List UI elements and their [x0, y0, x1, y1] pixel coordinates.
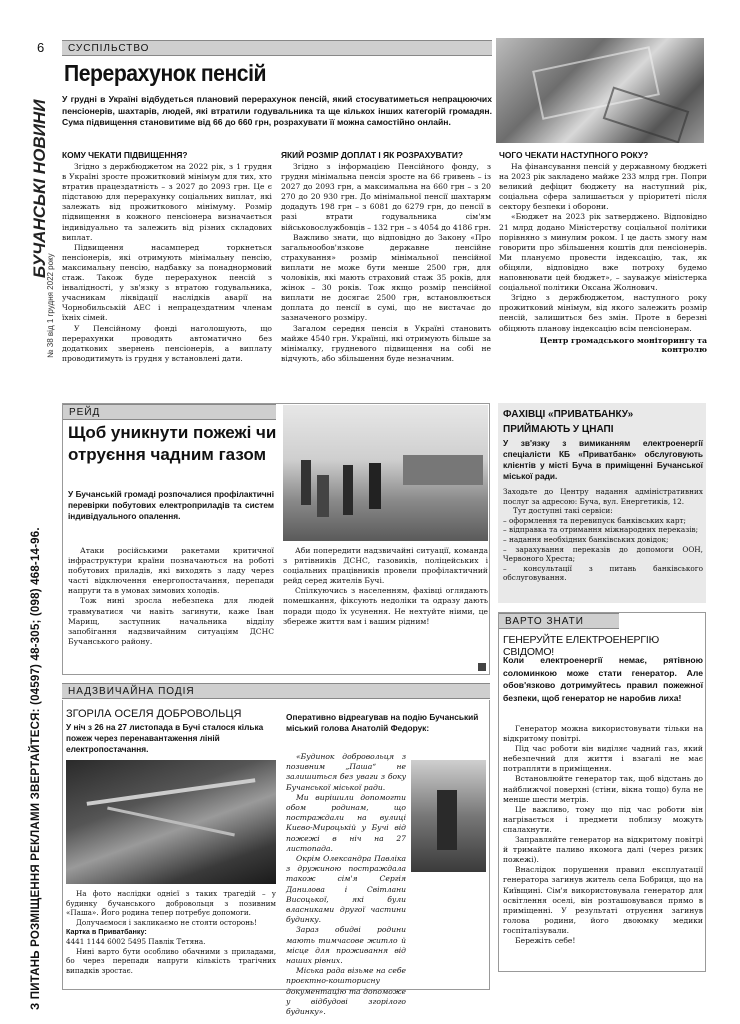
pension-col-3: [499, 150, 707, 354]
paragraph: Спілкуючись з населенням, фахівці оглядають помешкання, фіксують недоліки та одразу дають поради щодо їх усунення. Не нехтуйте ніими, це збереже життя вам і вашим рідним!: [283, 586, 488, 626]
section-label-emergency: НАДЗВИЧАЙНА ПОДІЯ: [62, 683, 490, 699]
bank-intro: Тут доступні такі сервіси:: [513, 506, 613, 516]
emergency-body: [66, 889, 276, 975]
paragraph: У Пенсійному фонді наголошують, що перерахунки проводять автоматично без додаткових звернень пенсіонерів, а виплату проводитимуть із грудня у встановлені дати.: [62, 323, 272, 363]
bank-services-list: [503, 516, 703, 583]
burned-house-photo: [66, 760, 276, 884]
source-credit: Центр громадського моніторингу та контролю: [539, 335, 707, 354]
paragraph: «Бюджет на 2023 рік затверджено. Відповідно 21 млрд додано Міністерству соціальної політики порівняно з минулим роком. І це дасть змогу нам говорити про збільшення коштів для пенсіонерів. Ми плануємо провести індексацію, так, як обіцяли, відповідно вже потроху будемо наповнювати цей бюджет», – зауважує міністерка соціальної політики Оксана Жолнович.: [499, 212, 707, 293]
emergency-lead: У ніч з 26 на 27 листопада в Бучі сталося кілька пожеж через перенавантаження ліній електропостачання.: [66, 722, 264, 754]
col-text: [62, 162, 272, 364]
section-label-worth: ВАРТО ЗНАТИ: [499, 613, 619, 629]
paragraph: Долучаємося і закликаємо не стояти осторонь!: [76, 917, 257, 927]
end-mark-icon: [478, 663, 486, 671]
section-label-raid: РЕЙД: [63, 404, 276, 420]
paragraph: Аби попередити надзвичайні ситуації, команда з рятівників ДСНС, газовиків, поліцейських і соціальних працівників провели профілактичний рейд серед жителів Бучі.: [283, 546, 488, 586]
paragraph: Заправляйте генератор на відкритому повітрі й тримайте паливо якомога далі (через ризик пожежі).: [503, 835, 703, 865]
paragraph: Окрім Олександра Павліка з дружиною постраждала також сім'я Сергія Данилова і Світлани Висоцької, які були власниками другої частини будинку.: [286, 854, 406, 925]
paragraph: Під час роботи він виділяє чадний газ, який небезпечний для життя і взагалі не має потрапляти в приміщення.: [503, 744, 703, 774]
issue-date: № 38 від 1 грудня 2022 року: [46, 253, 55, 358]
emergency-text: [66, 889, 276, 927]
paragraph: «Будинок добровольця з позивним „Паша“ не залишиться без уваги з боку Бучанської міської ради.: [286, 752, 406, 792]
worth-text: [503, 724, 703, 946]
paragraph: Внаслідок порушення правил експлуатації генератора загинув житель села Бобриця, що на Київщині. Сім'я використовувала генератор для освітлення оселі, він розташовувався прямо в приміщенні. У результаті отруєння загинув голова родини, його двоюмку медики госпіталізували.: [503, 865, 703, 935]
paragraph: Атаки російськими ракетами критичної інфраструктури країни позначаються на роботі побутових приладів, які виходять з ладу через часті відключення енергопостачання, перепади напруги та в умовах зимових холодів.: [68, 546, 274, 596]
paragraph: Згідно з держбюджетом на 2022 рік, з 1 грудня в Україні зросте прожитковий мінімум для тих, хто втратив працездатність – з 2027 до 2093 грн. Це є підставою для перерахунку соціальних виплат, які залежать від прожиткового мінімуму. Розмір підвищення в кожного пенсіонера визначається індивідуально та залежить від різних складових виплат.: [62, 162, 272, 242]
paragraph: Бережіть себе!: [515, 935, 576, 945]
pension-col-2: [281, 150, 491, 364]
paragraph: Тож нині зросла небезпека для людей травмуватися чи навіть загинути, каже Іван Марищ, заступник начальника відділу запобігання надзвичайним ситуаціям ДСНС Бучанського району.: [68, 596, 274, 646]
col-heading: ЯКИЙ РОЗМІР ДОПЛАТ І ЯК РОЗРАХУВАТИ?: [281, 150, 463, 160]
article-lead: У грудні в Україні відбудеться плановий перерахунок пенсій, який стосуватиметься непрацюючих пенсіонерів, шахтарів, людей, які втратили годувальника та ще кількох інших категорій громадян. Сума підвищення становитиме від 66 до 660 грн, розрахувати її можна самостійно онлайн.: [62, 94, 492, 127]
col-heading: ЧОГО ЧЕКАТИ НАСТУПНОГО РОКУ?: [499, 150, 649, 160]
bank-address: Заходьте до Центру надання адміністративних послуг за адресою: Буча, вул. Енергетиків, 12.: [503, 487, 703, 506]
raid-photo: [283, 405, 488, 541]
paragraph: На фінансування пенсій у державному бюджеті на 2023 рік закладено майже 233 млрд грн. Попри великий дефіцит бюджету на наступний рік, соціальна сфера залишається у пріоритеті після сектору безпеки і оборони.: [499, 162, 707, 212]
paper-name: БУЧАНСЬКІ НОВИНИ: [30, 99, 49, 278]
side-strip: [26, 58, 54, 358]
paragraph: Важливо знати, що відповідно до Закону «Про загальнообов'язкове державне пенсійне страхування» розмір мінімальної пенсійної виплати не може бути менше 2500 грн, для чоловіків, які мають страховий стаж 35 років, для жінок – 30 років. Тож якщо розмір пенсійної виплати не досягає 2500 грн, встановлюється доплата до пенсії в сумі, що не вистачає до зазначеного розміру.: [281, 232, 491, 323]
paragraph: На фото наслідки однієї з таких трагедій – у будинку бучанського добровольця з позивним «Паша». Його родина тепер потребує допомоги.: [66, 889, 276, 918]
raid-col-1: [68, 546, 274, 647]
col-text: [499, 162, 707, 334]
paragraph: Зараз обидві родини мають тимчасове житло й місце для проживання від наших рівних.: [286, 925, 406, 966]
raid-col-2: [283, 546, 488, 627]
paragraph: Ми вирішили допомогти обом родинам, що постраждали на вулиці Києво-Мироцькій у Бучі від пожежі в ніч на 27 листопада.: [286, 792, 406, 853]
paragraph: Згідно з інформацією Пенсійного фонду, з грудня мінімальна пенсія зросте на 66 гривень – із 2027 до 2093 грн, а максимальна на 660 грн – з 20 270 до 20 930 грн. До мінімальної пенсії шахтарям додадуть 198 грн – з 6081 до 6279 грн, до пенсії в разі втрати годувальника сім'ям військовослужбовців – 132 грн – з 4054 до 4186 грн.: [281, 162, 491, 232]
banknotes-photo: [496, 38, 704, 143]
paragraph: Згідно з держбюджетом, наступного року прожитковий мінімум, від якого залежить розмір пенсій, залишиться без змін. Проте в березні обіцяють планову індексацію всім пенсіонерам.: [499, 293, 707, 333]
mayor-quote: [286, 752, 486, 1017]
bank-title: ФАХІВЦІ «ПРИВАТБАНКУ» ПРИЙМАЮТЬ У ЦНАПІ: [503, 409, 634, 435]
bank-service-item: – оформлення та перевипуск банківських карт;: [503, 515, 686, 525]
page-number: 6: [37, 40, 45, 55]
mayor-heading: Оперативно відреагував на подію Бучанський міський голова Анатолій Федорук:: [286, 712, 479, 733]
paragraph: Генератор можна використовувати тільки на відкритому повітрі.: [503, 724, 703, 744]
col-text: [281, 162, 491, 364]
paragraph: Міська рада візьме на себе проєктно-кошторисну документацію та допоможе у відбудові згорілого будинку».: [286, 966, 406, 1017]
bank-service-item: – відправка та отримання міжнародних переказів;: [503, 525, 699, 535]
col-heading: КОМУ ЧЕКАТИ ПІДВИЩЕННЯ?: [62, 150, 188, 160]
ad-contact: З ПИТАНЬ РОЗМІЩЕННЯ РЕКЛАМИ ЗВЕРТАЙТЕСЯ: (04597) 48-305; (098) 468-14-96.: [30, 527, 42, 1010]
bank-lead: У зв'язку з вимиканням електроенергії спеціалісти КБ «Приватбанк» обслуговують клієнтів у місті Буча в приміщенні Бучанської міської ради.: [503, 438, 703, 481]
worth-title: ГЕНЕРУЙТЕ ЕЛЕКТРОЕНЕРГІЮ СВІДОМО!: [503, 634, 659, 658]
emergency-title: ЗГОРІЛА ОСЕЛЯ ДОБРОВОЛЬЦЯ: [66, 708, 242, 720]
paragraph: Загалом середня пенсія в Україні становить майже 4540 грн. Українці, які отримують більше за мінімалку, грудневого підвищення на собі не відчують, або збільшення буде незначним.: [281, 323, 491, 363]
raid-lead: У Бучанській громаді розпочалися профілактичні перевірки побутових електроприладів та систем індивідуального опалення.: [68, 489, 274, 521]
raid-title: Щоб уникнути пожежі чи отруєння чадним газом: [68, 423, 277, 464]
paragraph: Встановлюйте генератор так, щоб відстань до найближчої поверхні (стіни, вікна тощо) була не менше шести метрів.: [503, 774, 703, 804]
paragraph: Це важливо, тому що під час роботи він нагрівається і предмети поблизу можуть спалахнути.: [503, 804, 703, 834]
bank-service-item: – консультації з питань банківського обслуговування.: [503, 563, 703, 583]
ad-strip: [26, 470, 52, 1010]
pension-col-1: [62, 150, 272, 364]
section-header-society: СУСПІЛЬСТВО: [62, 40, 492, 56]
card-label: Картка в Приватбанку:: [66, 927, 147, 937]
bank-service-item: – надання необхідних банківських довідок;: [503, 534, 669, 544]
worth-lead: Коли електроенергії немає, рятівною соломинкою може стати генератор. Але обов'язково дотримуйтесь правил пожежної безпеки, щоб генератор не наробив лиха!: [503, 655, 703, 703]
emergency-text2: Нині вартo бути особливо обачними з приладами, бо через перепади напруги кількість трагічних випадків зростає.: [66, 946, 276, 975]
paragraph: Підвищення насамперед торкнеться пенсіонерів, які отримують мінімальну пенсію, максимальну пенсію, надбавку за понаднормовий стаж. Також буде перерахунок пенсій з інвалідності, у зв'язку з втратою годувальника, учасникам ліквідації наслідків аварії на Чорнобильській АЕС і непрацездатним членам їхніх сімей.: [62, 242, 272, 323]
article-title: Перерахунок пенсій: [64, 60, 267, 86]
bank-body: [503, 487, 703, 583]
bank-service-item: – зарахування переказів до допомоги ООН, Червоного Хреста;: [503, 544, 703, 564]
card-number: 4441 1144 6002 5495 Павлік Тетяна.: [66, 936, 206, 946]
